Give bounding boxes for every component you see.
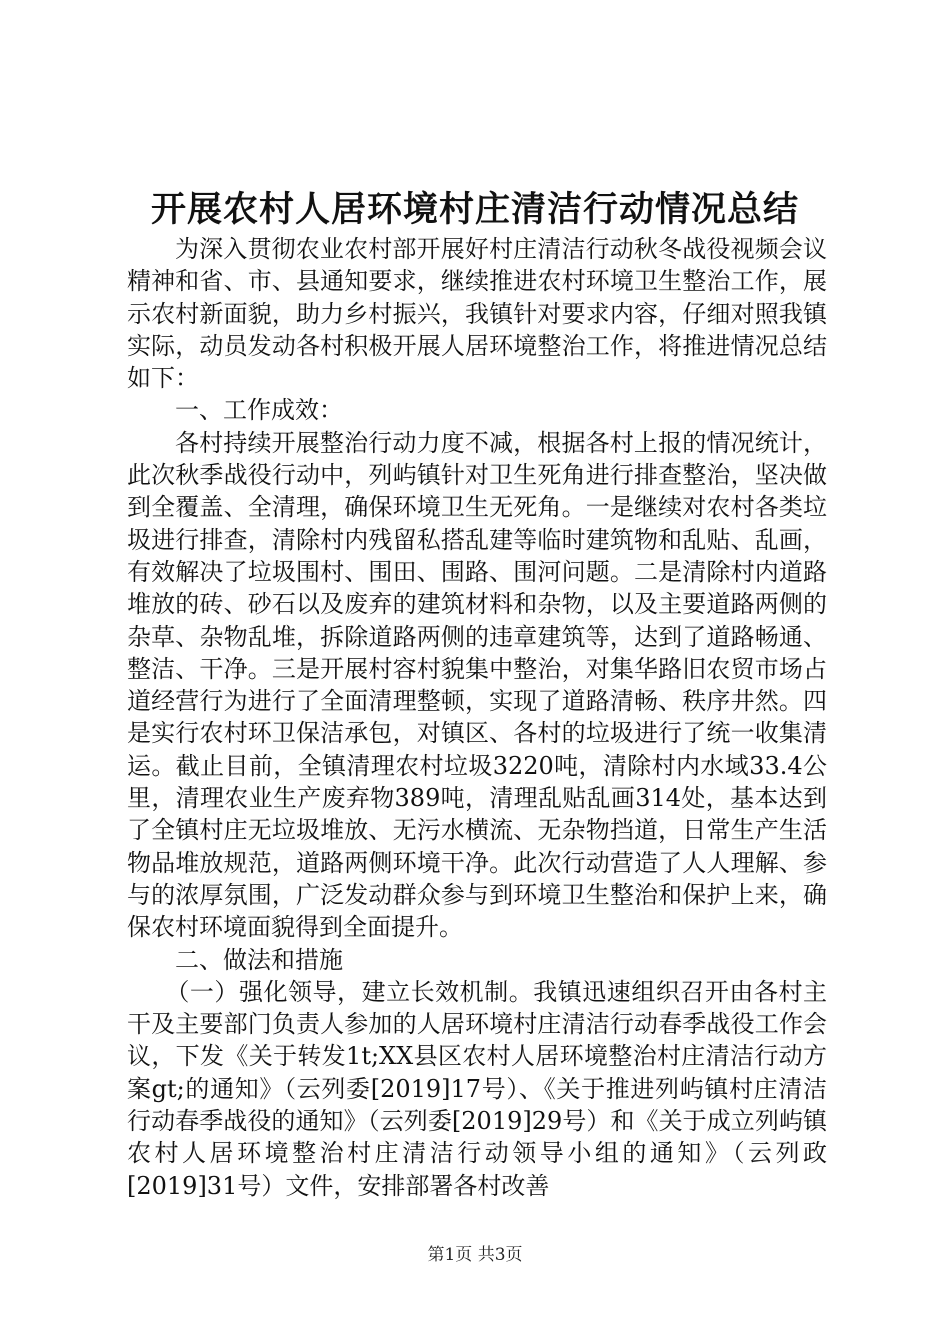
measures-paragraph: （一）强化领导，建立长效机制。我镇迅速组织召开由各村主干及主要部门负责人参加的人居环境村庄清洁行动春季战役工作会议，下发《关于转发1t;XX县区农村人居环境整治村庄清洁行动方案gt;的通知》（云列委[2019]17号）、《关于推进列屿镇村庄清洁行动春季战役的通知》（云列委[2019]29号）和《关于成立列屿镇农村人居环境整治村庄清洁行动领导小组的通知》（云列政[2019]31号）文件，安排部署各村改善 xyxy=(127,977,827,1200)
document-body xyxy=(127,233,827,1202)
intro-paragraph: 为深入贯彻农业农村部开展好村庄清洁行动秋冬战役视频会议精神和省、市、县通知要求，继续推进农村环境卫生整治工作，展示农村新面貌，助力乡村振兴，我镇针对要求内容，仔细对照我镇实际，动员发动各村积极开展人居环境整治工作，将推进情况总结如下： xyxy=(127,235,827,393)
section-heading-achievements: 一、工作成效： xyxy=(175,396,343,425)
achievements-paragraph: 各村持续开展整治行动力度不减，根据各村上报的情况统计，此次秋季战役行动中，列屿镇针对卫生死角进行排查整治，坚决做到全覆盖、全清理，确保环境卫生无死角。一是继续对农村各类垃圾进行排查，清除村内残留私搭乱建等临时建筑物和乱贴、乱画，有效解决了垃圾围村、围田、围路、围河问题。二是清除村内道路堆放的砖、砂石以及废弃的建筑材料和杂物，以及主要道路两侧的杂草、杂物乱堆，拆除道路两侧的违章建筑等，达到了道路畅通、整洁、干净。三是开展村容村貌集中整治，对集华路旧农贸市场占道经营行为进行了全面清理整顿，实现了道路清畅、秩序井然。四是实行农村环卫保洁承包，对镇区、各村的垃圾进行了统一收集清运。截止目前，全镇清理农村垃圾3220吨，清除村内水域33.4公里，清理农业生产废弃物389吨，清理乱贴乱画314处，基本达到了全镇村庄无垃圾堆放、无污水横流、无杂物挡道，日常生产生活物品堆放规范，道路两侧环境干净。此次行动营造了人人理解、参与的浓厚氛围，广泛发动群众参与到环境卫生整治和保护上来，确保农村环境面貌得到全面提升。 xyxy=(127,428,827,942)
section-heading-measures: 二、做法和措施 xyxy=(175,945,343,974)
document-title: 开展农村人居环境村庄清洁行动情况总结 xyxy=(150,189,799,230)
page-number-footer: 第1页 共3页 xyxy=(427,1245,523,1265)
